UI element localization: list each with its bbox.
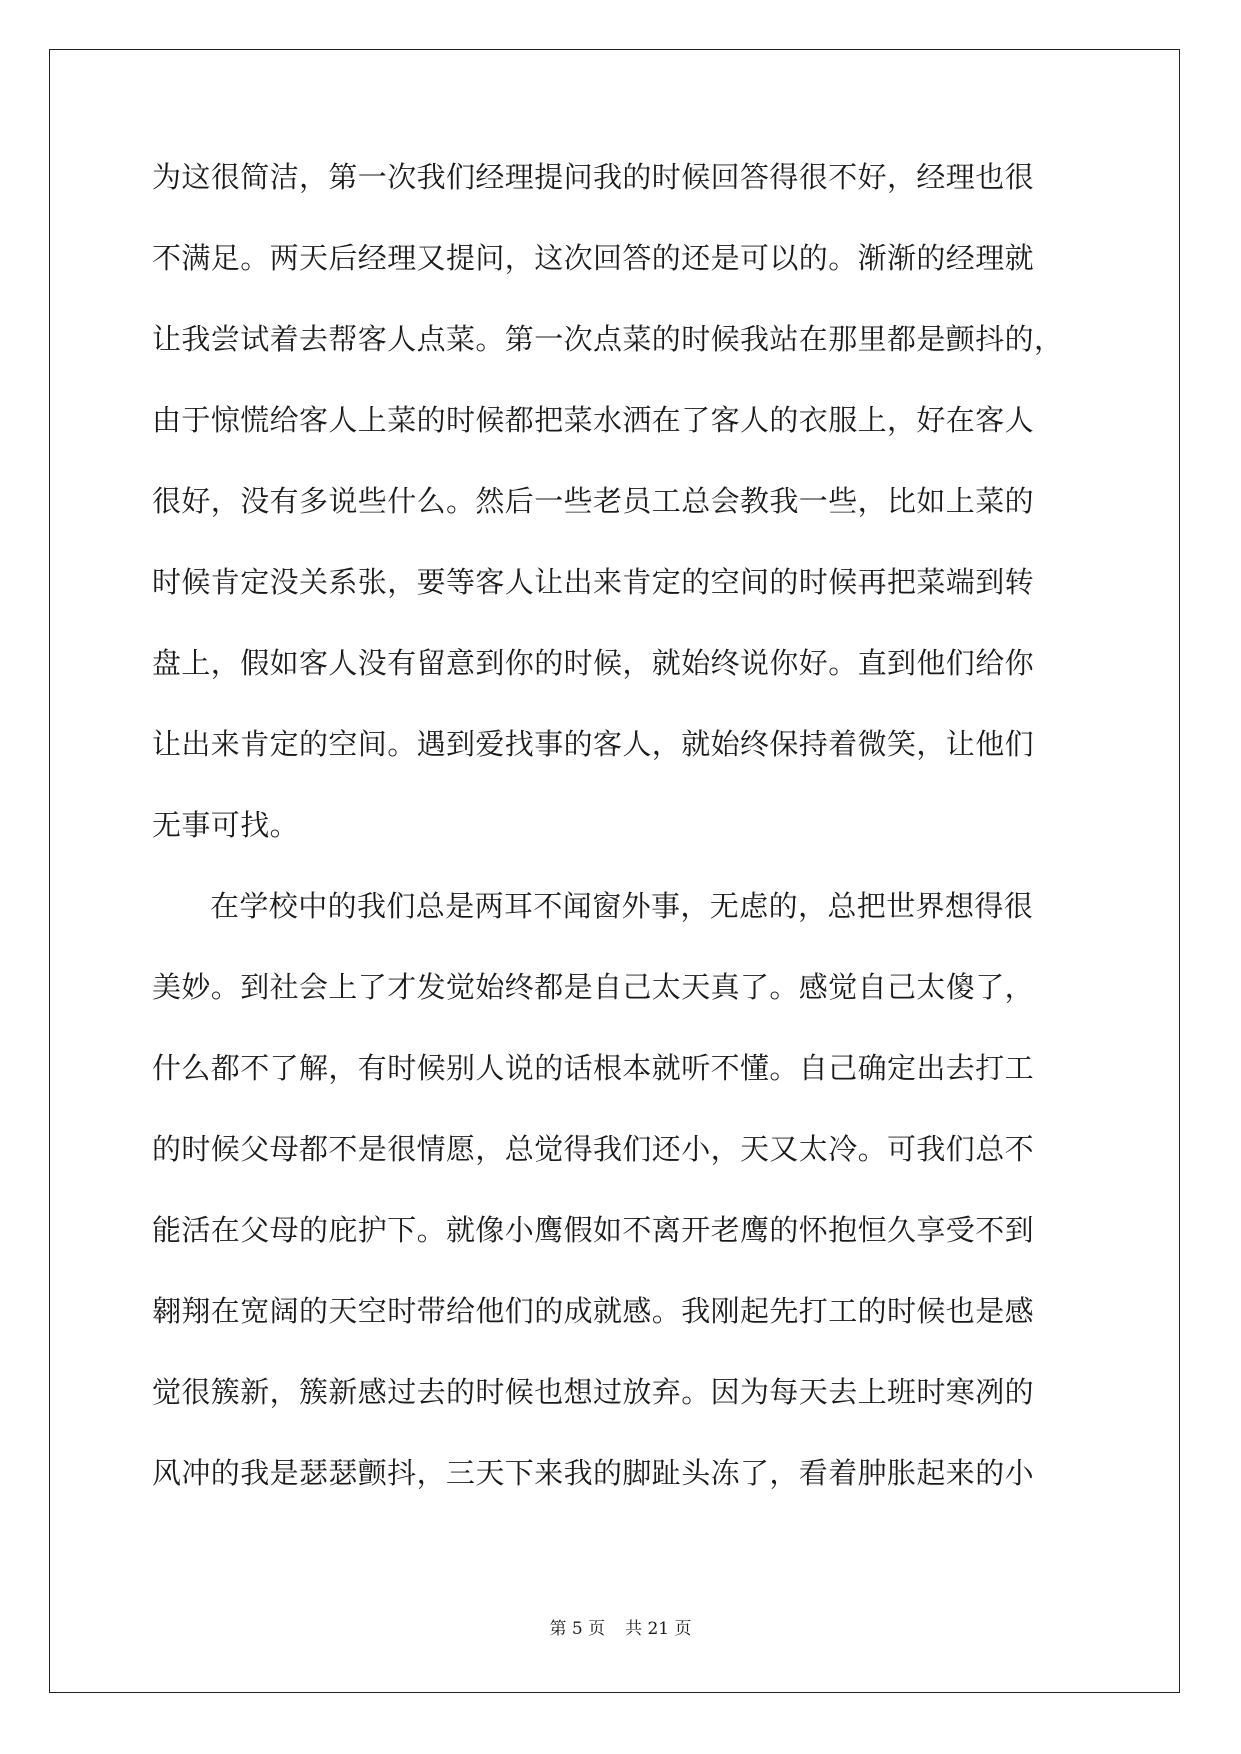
text-line: 觉很簇新，簇新感过去的时候也想过放弃。因为每天去上班时寒冽的: [152, 1375, 1035, 1409]
text-line: 无事可找。: [152, 808, 300, 842]
page-number: 第 5 页: [549, 1619, 606, 1639]
text-line: 为这很简洁，第一次我们经理提问我的时候回答得很不好，经理也很: [152, 160, 1035, 194]
page-total: 共 21 页: [625, 1619, 692, 1639]
document-body: [152, 161, 1090, 1538]
text-line: 很好，没有多说些什么。然后一些老员工总会教我一些，比如上菜的: [152, 484, 1035, 518]
text-line: 美妙。到社会上了才发觉始终都是自己太天真了。感觉自己太傻了，: [152, 970, 1035, 1004]
paragraph-first-line: 在学校中的我们总是两耳不闻窗外事，无虑的，总把世界想得很: [210, 889, 1034, 923]
text-line: 风冲的我是瑟瑟颤抖，三天下来我的脚趾头冻了，看着肿胀起来的小: [152, 1456, 1035, 1490]
text-line: 不满足。两天后经理又提问，这次回答的还是可以的。渐渐的经理就: [152, 241, 1035, 275]
text-line: 的时候父母都不是很情愿，总觉得我们还小，天又太冷。可我们总不: [152, 1132, 1035, 1166]
text-line: 翱翔在宽阔的天空时带给他们的成就感。我刚起先打工的时候也是感: [152, 1294, 1035, 1328]
page-footer: [0, 1618, 1241, 1640]
text-line: 由于惊慌给客人上菜的时候都把菜水洒在了客人的衣服上，好在客人: [152, 403, 1035, 437]
text-line: 什么都不了解，有时候别人说的话根本就听不懂。自己确定出去打工: [152, 1051, 1035, 1085]
text-line: 让我尝试着去帮客人点菜。第一次点菜的时候我站在那里都是颤抖的，: [152, 322, 1064, 356]
text-line: 盘上，假如客人没有留意到你的时候，就始终说你好。直到他们给你: [152, 646, 1035, 680]
text-line: 让出来肯定的空间。遇到爱找事的客人，就始终保持着微笑，让他们: [152, 727, 1035, 761]
text-line: 时候肯定没关系张，要等客人让出来肯定的空间的时候再把菜端到转: [152, 565, 1035, 599]
text-line: 能活在父母的庇护下。就像小鹰假如不离开老鹰的怀抱恒久享受不到: [152, 1213, 1035, 1247]
